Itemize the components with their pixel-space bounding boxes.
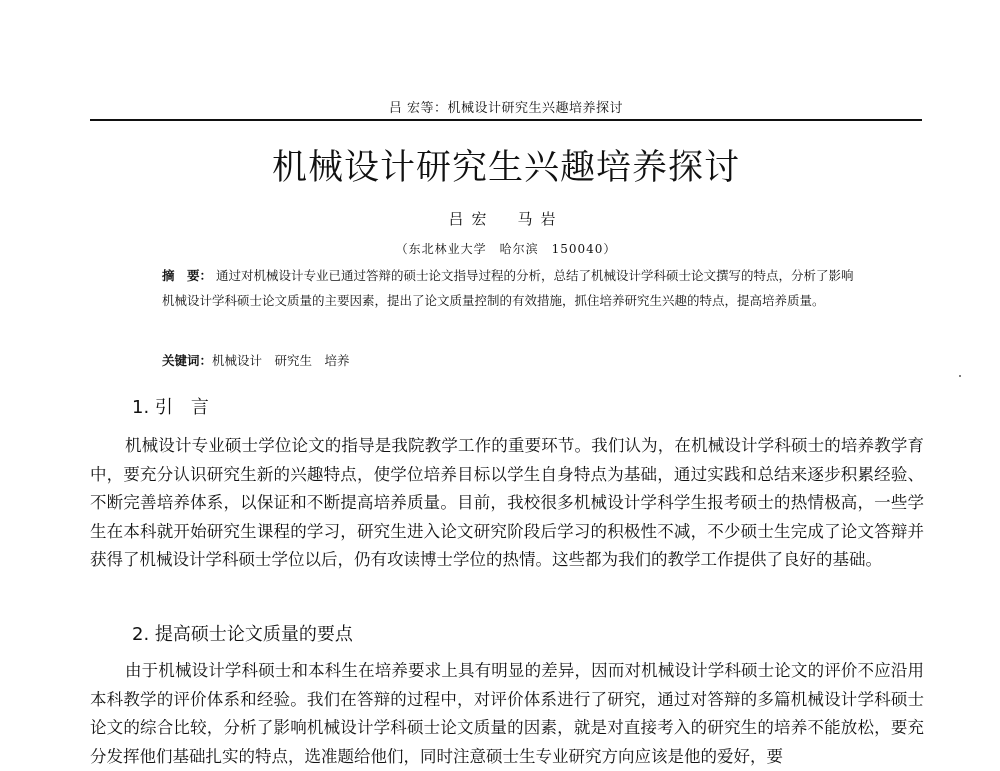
authors: 吕宏 马岩 [448, 210, 564, 228]
keywords-label: 关键词： [162, 353, 213, 368]
section-heading-introduction: 1. 引 言 [132, 397, 209, 418]
keywords [162, 351, 862, 369]
abstract-text: 通过对机械设计专业已通过答辩的硕士论文指导过程的分析，总结了机械设计学科硕士论文撰写的特点，分析了影响机械设计学科硕士论文质量的主要因素，提出了论文质量控制的有效措施，抓住培养研究生兴趣的特点，提高培养质量。 [162, 268, 854, 308]
header-rule [90, 119, 922, 121]
paper-title: 机械设计研究生兴趣培养探讨 [271, 148, 740, 188]
section-heading-quality: 2. 提高硕士论文质量的要点 [132, 624, 353, 645]
keywords-text: 机械设计 研究生 培养 [212, 353, 350, 368]
scan-speck [959, 375, 961, 377]
section-paragraph-quality: 由于机械设计学科硕士和本科生在培养要求上具有明显的差异，因而对机械设计学科硕士论文的评价不应沿用本科教学的评价体系和经验。我们在答辩的过程中，对评价体系进行了研究，通过对答辩的多篇机械设计学科硕士论文的综合比较，分析了影响机械设计学科硕士论文质量的因素，就是对直接考入的研究生的培养不能放松，要充分发挥他们基础扎实的特点，选准题给他们，同时注意硕士生专业研究方向应该是他的爱好，要 [90, 661, 924, 766]
section-paragraph-introduction: 机械设计专业硕士学位论文的指导是我院教学工作的重要环节。我们认为，在机械设计学科硕士的培养教学育中，要充分认识研究生新的兴趣特点，使学位培养目标以学生自身特点为基础，通过实践和总结来逐步积累经验、不断完善培养体系，以保证和不断提高培养质量。目前，我校很多机械设计学科学生报考硕士的热情极高，一些学生在本科就开始研究生课程的学习，研究生进入论文研究阶段后学习的积极性不减，不少硕士生完成了论文答辩并获得了机械设计学科硕士学位以后，仍有攻读博士学位的热情。这些都为我们的教学工作提供了良好的基础。 [90, 436, 924, 569]
abstract-label: 摘 要： [162, 268, 213, 283]
running-header: 吕 宏等：机械设计研究生兴趣培养探讨 [388, 101, 624, 116]
abstract [162, 263, 862, 313]
affiliation: （东北林业大学 哈尔滨 150040） [395, 242, 617, 256]
